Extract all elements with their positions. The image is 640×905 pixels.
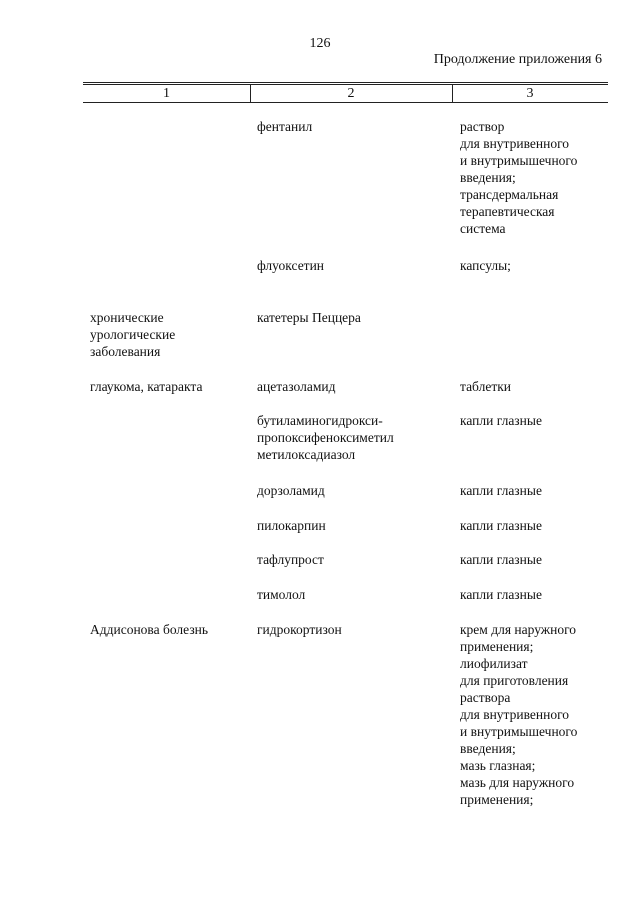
table-cell-col1: хронические (90, 310, 164, 325)
table-cell-col2: бутиламиногидрокси- (257, 413, 383, 428)
continuation-title: Продолжение приложения 6 (433, 52, 602, 67)
table-top-rule (83, 82, 608, 83)
table-cell-col3: капли глазные (460, 483, 542, 498)
table-cell-col3: раствор (460, 119, 505, 134)
table-top-rule-double (83, 84, 608, 85)
table-cell-col3: применения; (460, 792, 534, 807)
table-cell-col3: раствора (460, 690, 511, 705)
table-cell-col3: для внутривенного (460, 136, 570, 151)
table-cell-col3: крем для наружного (460, 622, 577, 637)
table-cell-col2: дорзоламид (257, 483, 325, 498)
header-col-3: 3 (526, 86, 534, 101)
table-cell-col1: глаукома, катаракта (90, 379, 203, 394)
table-cell-col2: пропоксифеноксиметил (257, 430, 394, 445)
table-cell-col3: применения; (460, 639, 534, 654)
table-cell-col3: капсулы; (460, 258, 511, 273)
table-cell-col1: Аддисонова болезнь (90, 622, 209, 637)
table-cell-col2: ацетазоламид (257, 379, 336, 394)
table-cell-col3: система (460, 221, 506, 236)
table-cell-col3: введения; (460, 741, 516, 756)
table-cell-col2: пилокарпин (257, 518, 326, 533)
header-col-1: 1 (163, 86, 170, 101)
table-cell-col2: тафлупрост (257, 552, 324, 567)
table-cell-col1: урологические (90, 327, 176, 342)
header-col-2: 2 (347, 86, 355, 101)
table-cell-col3: капли глазные (460, 413, 542, 428)
table-cell-col1: заболевания (90, 344, 161, 359)
table-cell-col3: терапевтическая (460, 204, 555, 219)
table-cell-col2: фентанил (257, 119, 313, 134)
table-cell-col2: гидрокортизон (257, 622, 342, 637)
table-cell-col2: тимолол (257, 587, 306, 602)
table-cell-col3: капли глазные (460, 518, 542, 533)
table-cell-col3: капли глазные (460, 552, 542, 567)
table-cell-col2: катетеры Пеццера (257, 310, 361, 325)
table-cell-col3: мазь для наружного (460, 775, 575, 790)
table-cell-col2: метилоксадиазол (257, 447, 356, 462)
table-cell-col3: трансдермальная (460, 187, 559, 202)
table-cell-col2: флуоксетин (257, 258, 325, 273)
table-cell-col3: капли глазные (460, 587, 542, 602)
table-cell-col3: введения; (460, 170, 516, 185)
table-header-bottom-rule (83, 102, 608, 103)
table-cell-col3: таблетки (460, 379, 512, 394)
table-cell-col3: и внутримышечного (460, 724, 578, 739)
table-cell-col3: и внутримышечного (460, 153, 578, 168)
table-cell-col3: мазь глазная; (460, 758, 536, 773)
page-number: 126 (309, 36, 331, 51)
table-cell-col3: для внутривенного (460, 707, 570, 722)
table-cell-col3: лиофилизат (460, 656, 528, 671)
table-cell-col3: для приготовления (460, 673, 569, 688)
